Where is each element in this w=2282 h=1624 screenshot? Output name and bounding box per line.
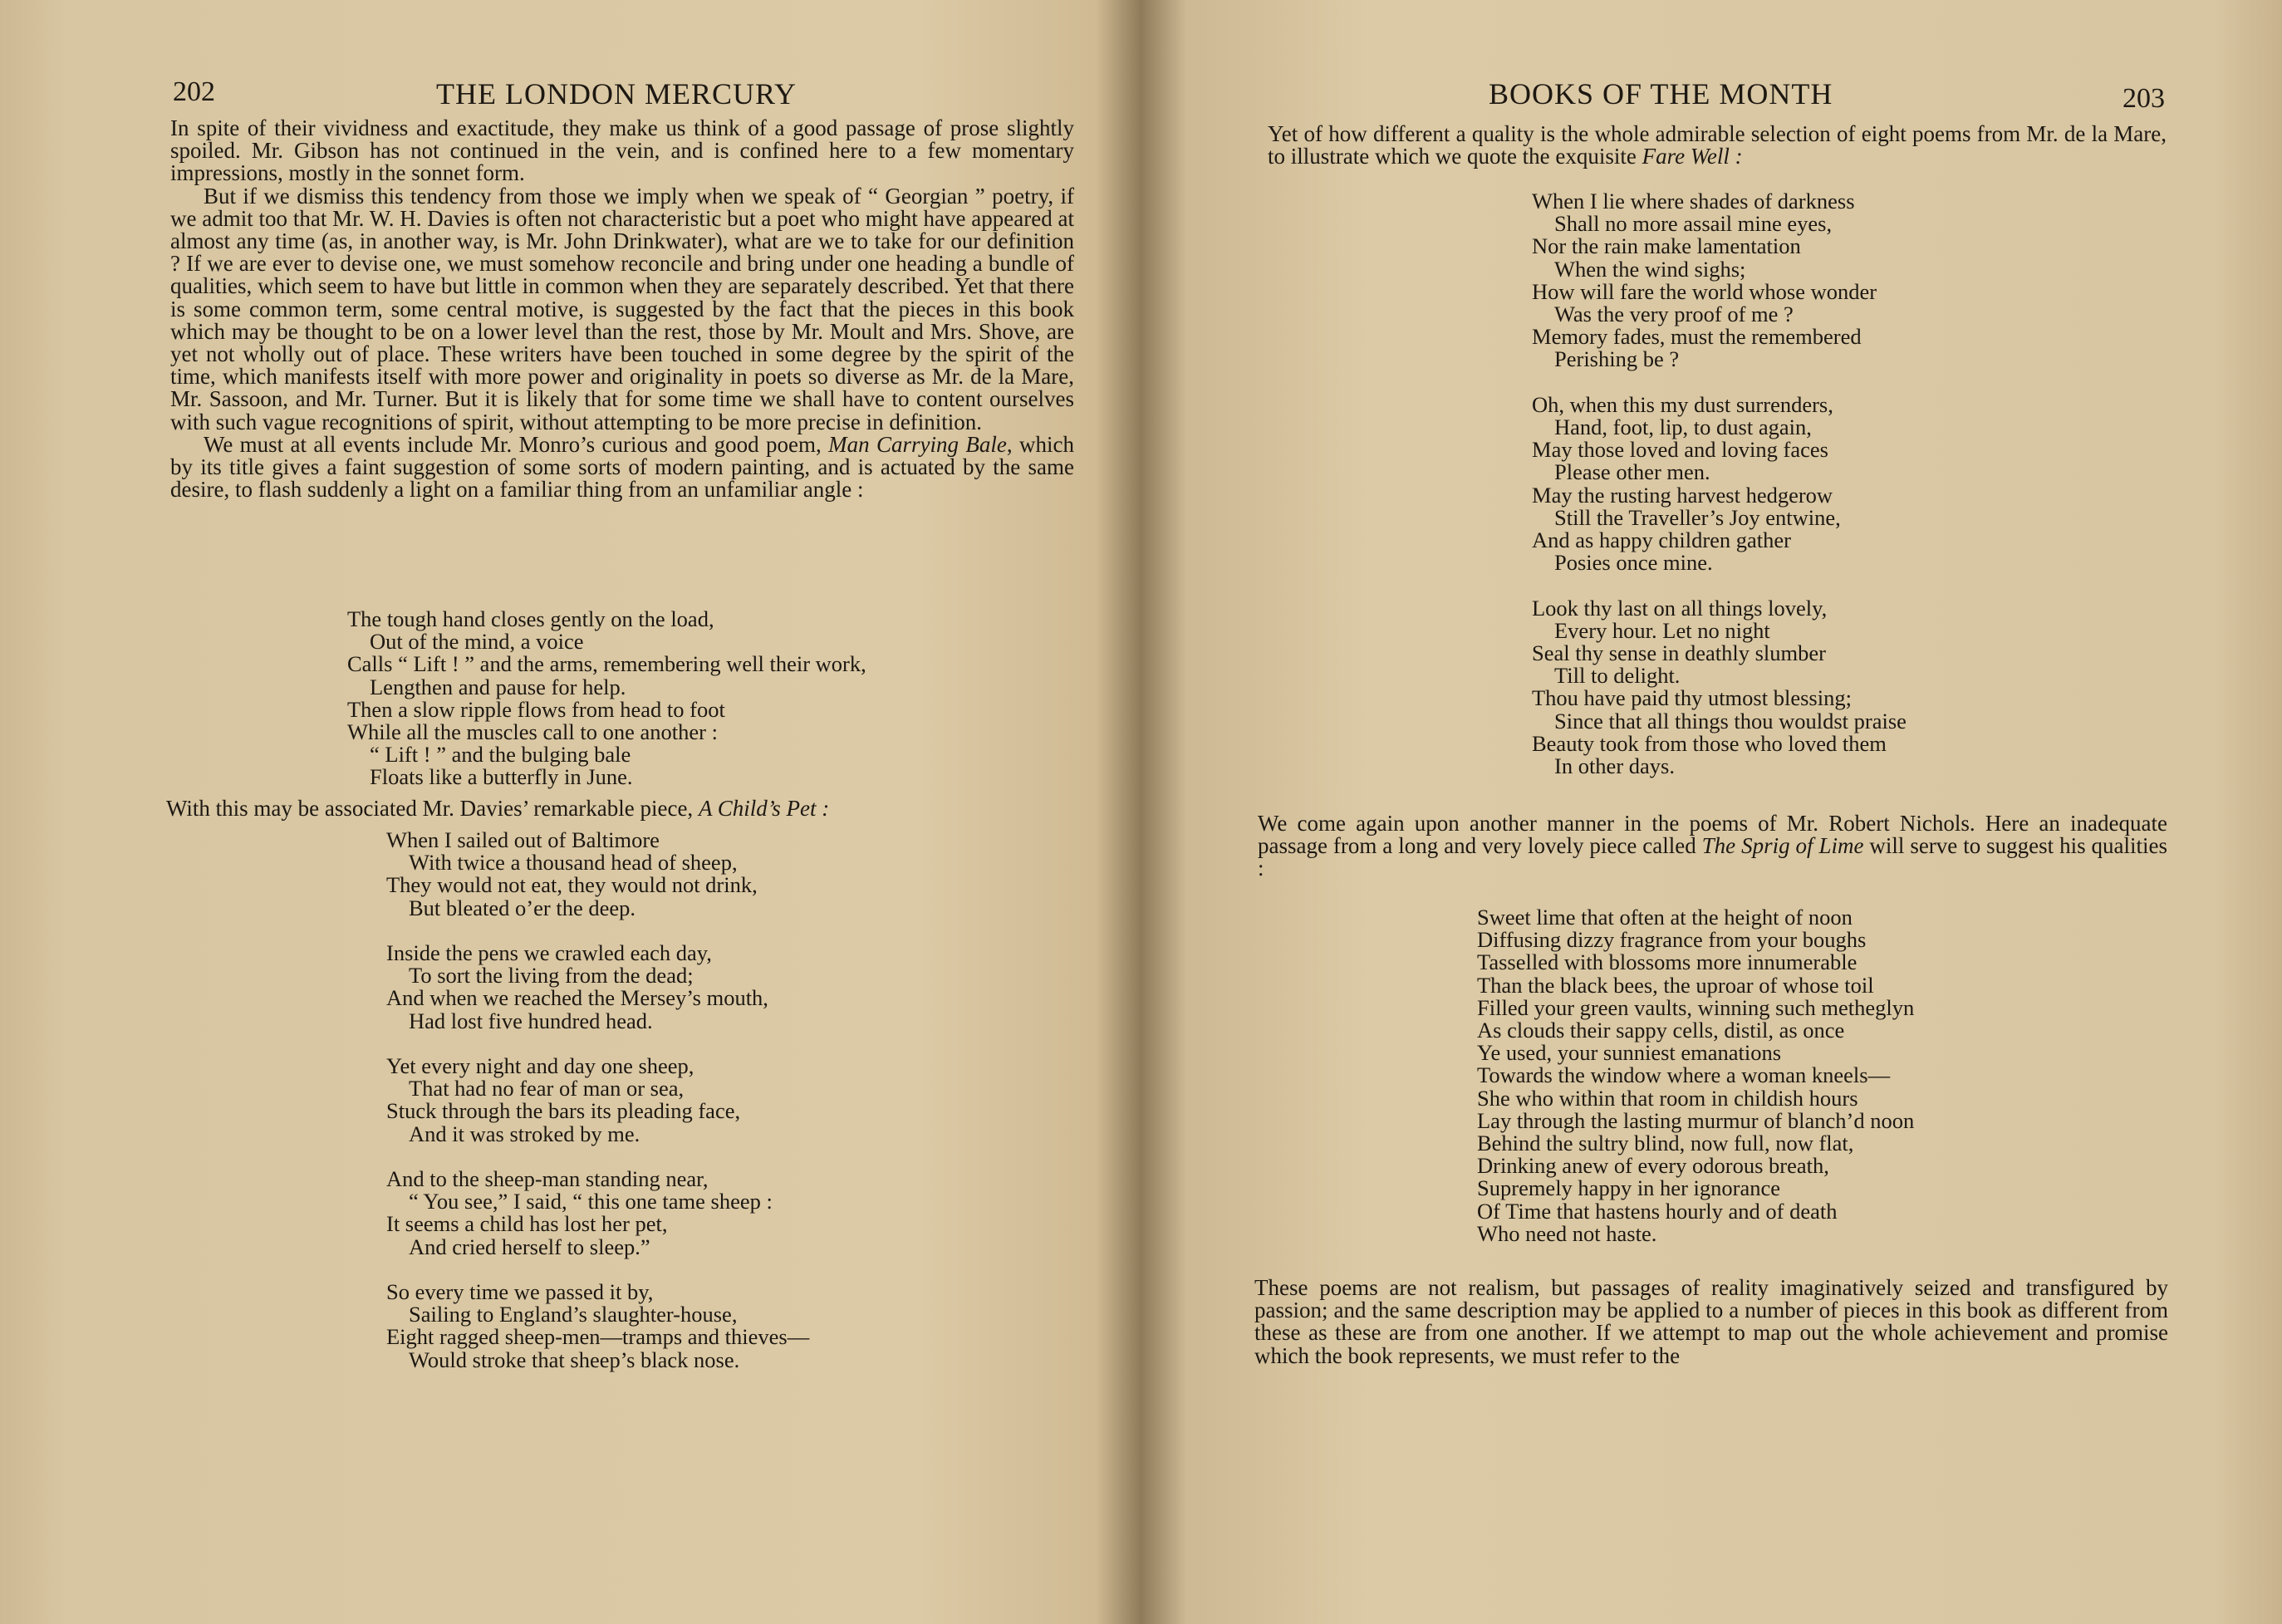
poem-title: Fare Well : [1642, 144, 1743, 169]
poem-line: As clouds their sappy cells, distil, as once [1477, 1018, 1845, 1043]
page-number: 203 [2123, 83, 2165, 114]
poem-line: It seems a child has lost her pet, [386, 1211, 668, 1237]
poem-line: Every hour. Let no night [1554, 617, 1770, 643]
poem-title: A Child’s Pet : [698, 796, 830, 821]
poem-line: But bleated o’er the deep. [409, 895, 636, 920]
body-text [1258, 812, 2167, 881]
poem-title: The Sprig of Lime [1701, 833, 1864, 859]
poem-line: Please other men. [1554, 459, 1710, 485]
poem-line: Of Time that hastens hourly and of death [1477, 1198, 1838, 1224]
poem-line: Hand, foot, lip, to dust again, [1554, 415, 1812, 440]
poem-line: While all the muscles call to one another : [347, 719, 718, 745]
paragraph [170, 431, 1074, 503]
poem-line: “ You see,” I said, “ this one tame sheep : [409, 1189, 773, 1214]
poem-line: Since that all things thou wouldst praise [1554, 708, 1907, 733]
poem-line: Supremely happy in her ignorance [1477, 1175, 1780, 1201]
poem-line: Yet every night and day one sheep, [386, 1053, 694, 1078]
poem-line: Eight ragged sheep-men—tramps and thieves— [386, 1324, 810, 1350]
poem-line: Was the very proof of me ? [1554, 302, 1794, 327]
poem-a-childs-pet [386, 829, 809, 1371]
text-run: We come again upon another manner in the poems of Mr. Robert Nichols. Here an inadequate passage from a long and very lovely piece called [1258, 811, 2167, 859]
poem-line: Stuck through the bars its pleading face, [386, 1098, 741, 1124]
text-run: will serve to suggest his qualities : [1258, 833, 2167, 881]
poem-line: Look thy last on all things lovely, [1532, 595, 1828, 621]
poem-line: May the rusting harvest hedgerow [1532, 482, 1833, 508]
lead-in [166, 796, 829, 822]
poem-line: Till to delight. [1554, 663, 1681, 689]
poem-line: They would not eat, they would not drink, [386, 872, 758, 898]
poem-line: That had no fear of man or sea, [409, 1076, 685, 1101]
poem-line: Calls “ Lift ! ” and the arms, remembering well their work, [347, 651, 866, 677]
poem-line: Oh, when this my dust surrenders, [1532, 391, 1833, 417]
poem-line: She who within that room in childish hours [1477, 1085, 1858, 1111]
right-page [1145, 0, 2282, 1624]
poem-line: When I sailed out of Baltimore [386, 827, 660, 852]
poem-line: Perishing be ? [1554, 346, 1680, 372]
paragraph: But if we dismiss this tendency from those we imply when we speak of “ Georgian ” poetry, if we admit too that Mr. W. H. Davies is often not characteristic but a poet who might have appeared at almost any time (as, in another way, is Mr. John Drinkwater), what are we to take for our definition ? If we are ever to devise one, we must somehow reconcile and bring under one heading a bundle of qualities, which seem to have but little in common when they are separately described. Yet that there is some common term, some central motive, is suggested by the fact that the pieces in this book which may be thought to be on a lower level than the rest, those by Mr. Moult and Mrs. Shove, are yet not wholly out of place. These writers have been touched in some degree by the spirit of the time, which manifests itself with more power and originality in poets so diverse as Mr. de la Mare, Mr. Sassoon, and Mr. Turner. But it is likely that for some time we shall have to content ourselves with such vague recognitions of spirit, without attempting to be more precise in definition. [170, 183, 1074, 434]
poem-line: Ye used, your sunniest emanations [1477, 1040, 1782, 1066]
text-run: , which by its title gives a faint suggestion of some sorts of modern painting, and is actuated by the same desire, to flash suddenly a light on a familiar thing from an unfamiliar angle : [170, 431, 1074, 503]
poem-line: “ Lift ! ” and the bulging bale [370, 742, 631, 768]
poem-man-carrying-bale [347, 608, 866, 789]
body-text [170, 117, 1074, 501]
poem-line: And cried herself to sleep.” [409, 1234, 650, 1259]
poem-line: Tasselled with blossoms more innumerable [1477, 949, 1857, 975]
paragraph: In spite of their vividness and exactitude, they make us think of a good passage of prose slightly spoiled. Mr. Gibson has not continued in the vein, and is confined here to a few momentary impressions, mostly in the sonnet form. [170, 115, 1074, 186]
poem-line: The tough hand closes gently on the load, [347, 606, 714, 631]
poem-line: And it was stroked by me. [409, 1121, 640, 1146]
poem-title: Man Carrying Bale [828, 431, 1007, 457]
poem-line: Than the black bees, the uproar of whose toil [1477, 972, 1874, 998]
poem-line: Beauty took from those who loved them [1532, 730, 1887, 756]
poem-fare-well [1532, 190, 1907, 778]
poem-line: Diffusing dizzy fragrance from your boughs [1477, 927, 1867, 953]
paragraph [1258, 812, 2167, 881]
poem-line: In other days. [1554, 753, 1675, 779]
poem-line: When the wind sighs; [1554, 256, 1746, 282]
poem-line: Seal thy sense in deathly slumber [1532, 640, 1826, 666]
poem-line: With twice a thousand head of sheep, [409, 850, 738, 876]
poem-line: When I lie where shades of darkness [1532, 189, 1855, 213]
poem-line: Lengthen and pause for help. [370, 674, 626, 699]
poem-line: Then a slow ripple flows from head to foot [347, 696, 725, 722]
poem-line: Memory fades, must the remembered [1532, 324, 1862, 350]
poem-line: Posies once mine. [1554, 550, 1713, 576]
running-head: BOOKS OF THE MONTH [1489, 77, 1833, 110]
text-run: Yet of how different a quality is the whole admirable selection of eight poems from Mr. de la Mare, to illustrate which we quote the exquisite [1268, 121, 2167, 169]
text-run: We must at all events include Mr. Monro’s curious and good poem, [204, 431, 829, 457]
body-text [1254, 1277, 2168, 1367]
poem-line: Nor the rain make lamentation [1532, 233, 1801, 259]
poem-line: Thou have paid thy utmost blessing; [1532, 685, 1852, 711]
running-head: THE LONDON MERCURY [436, 77, 797, 110]
poem-line: Shall no more assail mine eyes, [1554, 211, 1833, 237]
page-number: 202 [173, 76, 215, 107]
poem-line: And as happy children gather [1532, 527, 1792, 553]
poem-line: And when we reached the Mersey’s mouth, [386, 985, 768, 1011]
poem-line: Would stroke that sheep’s black nose. [409, 1347, 740, 1372]
poem-line: Sailing to England’s slaughter-house, [409, 1302, 738, 1327]
poem-line: Who need not haste. [1477, 1220, 1657, 1246]
poem-line: Still the Traveller’s Joy entwine, [1554, 504, 1841, 530]
poem-line: Floats like a butterfly in June. [370, 764, 633, 790]
text-run: With this may be associated Mr. Davies’ remarkable piece, [166, 796, 699, 821]
poem-line: Had lost five hundred head. [409, 1008, 653, 1033]
paragraph: These poems are not realism, but passages of reality imaginatively seized and transfigured by passion; and the same description may be applied to a number of pieces in this book as different from these as these are from one another. If we attempt to map out the whole achievement and promise which the book represents, we must refer to the [1254, 1275, 2168, 1368]
poem-line: May those loved and loving faces [1532, 437, 1828, 463]
poem-line: Inside the pens we crawled each day, [386, 940, 712, 965]
poem-line: To sort the living from the dead; [409, 963, 694, 989]
paragraph [1268, 123, 2167, 168]
poem-line: And to the sheep-man standing near, [386, 1166, 709, 1191]
poem-line: Sweet lime that often at the height of noon [1477, 905, 1853, 930]
poem-line: Behind the sultry blind, now full, now flat, [1477, 1131, 1854, 1156]
poem-line: How will fare the world whose wonder [1532, 278, 1877, 304]
poem-line: So every time we passed it by, [386, 1279, 654, 1304]
poem-line: Towards the window where a woman kneels— [1477, 1062, 1891, 1088]
poem-line: Drinking anew of every odorous breath, [1477, 1153, 1829, 1179]
poem-line: Lay through the lasting murmur of blanch’d noon [1477, 1107, 1915, 1133]
left-page [0, 0, 1138, 1624]
poem-sprig-of-lime [1477, 906, 1914, 1245]
body-text [1268, 123, 2167, 168]
poem-line: Filled your green vaults, winning such metheglyn [1477, 994, 1915, 1020]
poem-line: Out of the mind, a voice [370, 629, 584, 655]
